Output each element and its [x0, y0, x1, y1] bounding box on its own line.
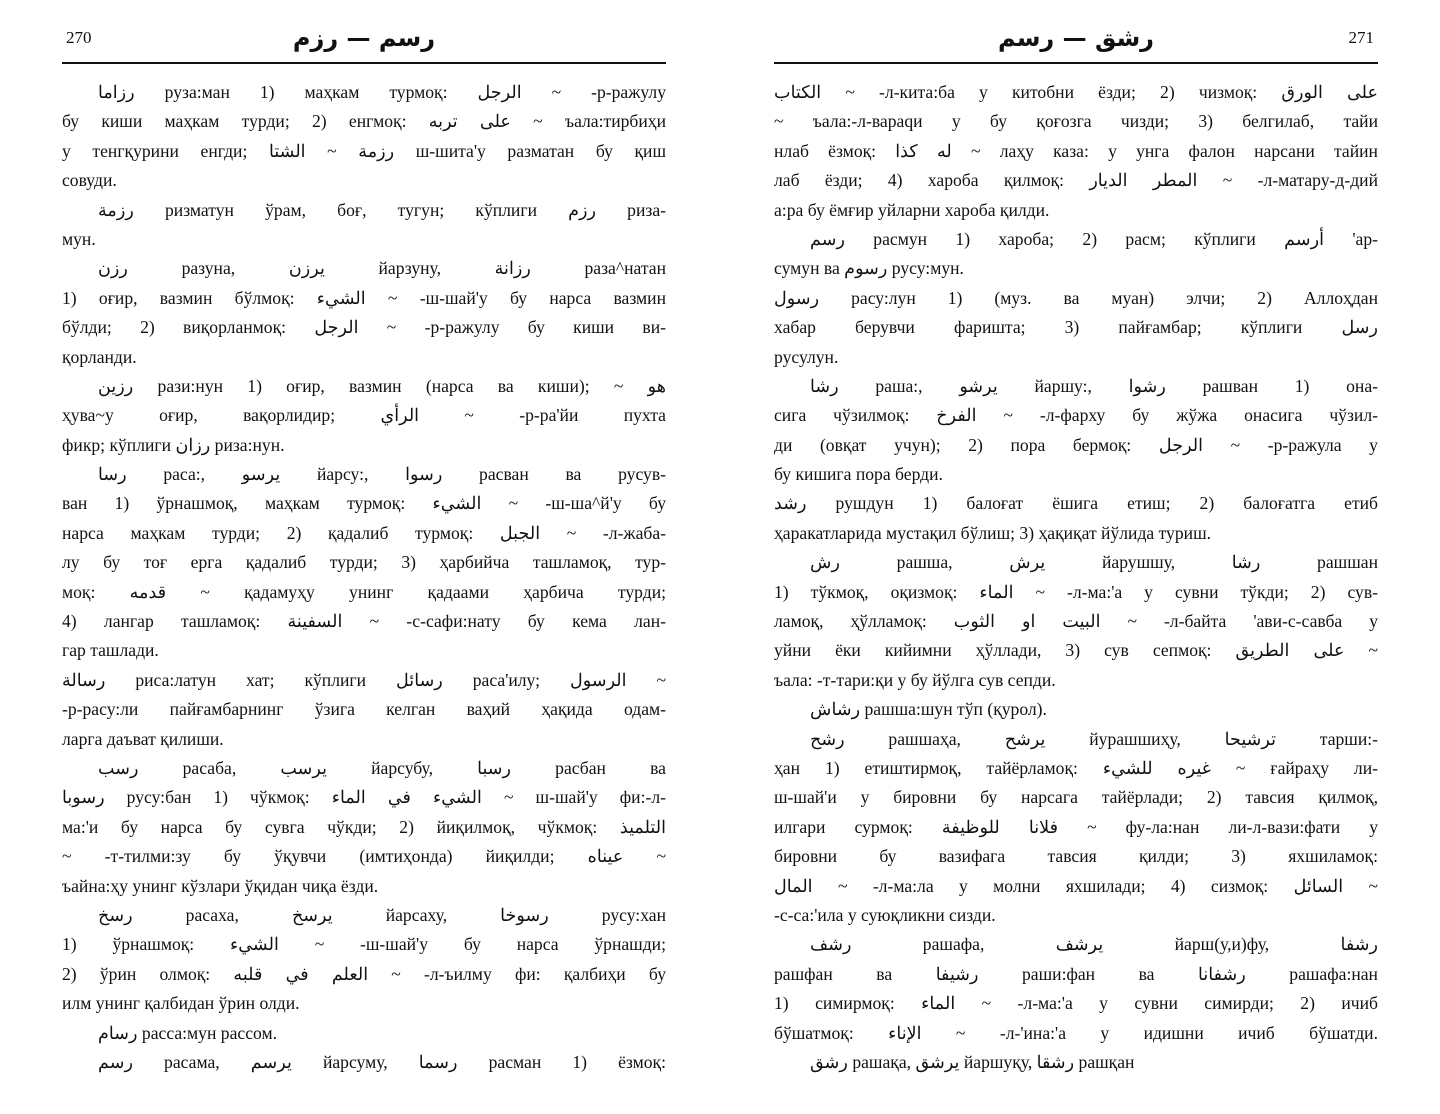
text-line: фикр; кўплиги رزان риза:нун.	[62, 434, 285, 455]
text-line: رشف рашафа, يرشف йарш(у,и)фу, رشفا	[810, 934, 1378, 955]
page-number: 271	[1348, 28, 1374, 47]
text-line: уйни ёки кийимни ҳўллади, 3) сув сепмоқ: على الطريق ~	[774, 640, 1378, 661]
header-rule	[62, 62, 666, 64]
text-line: бу киши маҳкам турди; 2) енгмоқ: على تربه ~ ъала:тирбиҳи	[62, 111, 666, 132]
text-line: қорланди.	[62, 346, 137, 367]
text-line: -с-са:'ила у суюқликни сизди.	[774, 904, 996, 925]
text-line: ҳаракатларида мустақил бўлиш; 3) ҳақиқат йўлида туриш.	[774, 522, 1212, 543]
page-body	[62, 78, 666, 1077]
text-line: ъала: -т-тари:қи у бу йўлга сув сепди.	[774, 669, 1056, 690]
text-line: нлаб ёзмоқ: له كذا ~ лаҳу каза: у унга фалон нарсани тайин	[774, 140, 1378, 161]
text-line: 1) тўкмоқ, оқизмоқ: الماء ~ -л-ма:'а у сувни тўкди; 2) сув-	[774, 581, 1378, 602]
running-head: رسم — رزم	[292, 24, 436, 52]
text-line: бировни бу вазифага тавсия қилди; 3) яхшиламоқ:	[774, 846, 1378, 867]
text-line: رشاش рашша:шун тўп (қурол).	[810, 699, 1047, 720]
text-line: ма:'и бу нарса бу сувга чўкди; 2) йиқилмоқ, чўкмоқ: التلميذ	[62, 816, 666, 837]
text-line: 4) лангар ташламоқ: السفينة ~ -с-сафи:нату бу кема лан-	[62, 611, 666, 632]
text-line: رزين рази:нун 1) оғир, вазмин (нарса ва киши); ~ هو	[98, 375, 666, 396]
text-line: ди (овқат учун); 2) пора бермоқ: الرجل ~ -р-ражула у	[774, 434, 1378, 455]
text-line: ламоқ, ҳўлламоқ: البيت او الثوب ~ -л-байта 'ави-с-савба у	[774, 611, 1378, 632]
text-line: ~ -т-тилми:зу бу ўқувчи (имтиҳонда) йиқилди; عيناه ~	[62, 846, 666, 867]
header-rule	[774, 62, 1378, 64]
text-line: а:ра бу ёмғир уйларни хароба қилди.	[774, 199, 1050, 220]
text-line: رسوبا русу:бан 1) чўкмоқ: الشيء في الماء ~ ш-шай'у фи:-л-	[62, 787, 666, 808]
text-line: رزمة ризматун ўрам, боғ, тугун; кўплиги رزم риза-	[98, 199, 666, 220]
text-line: лу бу тоғ ерга қадалиб турди; 3) ҳарбийча ташламоқ, тур-	[62, 552, 666, 573]
text-line: совуди.	[62, 170, 117, 191]
text-line: رسا раса:, يرسو йарсу:, رسوا расван ва русув-	[98, 464, 666, 485]
text-line: المال ~ -л-ма:ла у молни яхшилади; 4) сизмоқ: السائل ~	[774, 875, 1378, 896]
text-line: илм унинг қалбидан ўрин олди.	[62, 993, 300, 1014]
text-line: رسام расса:мун рассом.	[98, 1022, 277, 1043]
running-head: رشق — رسم	[998, 24, 1154, 52]
left-page	[62, 0, 666, 1114]
text-line: رشق рашақа, يرشق йаршуқу, رشقا рашқан	[810, 1051, 1135, 1072]
text-line: 1) оғир, вазмин бўлмоқ: الشيء ~ -ш-шай'у бу нарса вазмин	[62, 287, 666, 308]
text-line: лаб ёзди; 4) хароба қилмоқ: المطر الديار ~ -л-матару-д-дий	[774, 170, 1378, 191]
text-line: رسول расу:лун 1) (муз. ва муан) элчи; 2) Аллоҳдан	[774, 287, 1378, 308]
text-line: رشا раша:, يرشو йаршу:, رشوا рашван 1) она-	[810, 375, 1378, 396]
text-line: رش рашша, يرش йарушшу, رشا рашшан	[810, 552, 1378, 573]
page-header	[774, 0, 1378, 60]
text-line: ларга даъват қилиши.	[62, 728, 224, 749]
text-line: رشح рашшаҳа, يرشح йурашшиҳу, ترشيحا тарши:-	[810, 728, 1378, 749]
text-line: рашфан ва رشيفا раши:фан ва رشفانا рашафа:нан	[774, 963, 1378, 984]
text-line: сига чўзилмоқ: الفرخ ~ -л-фарху бу жўжа онасига чўзил-	[774, 405, 1378, 426]
text-line: رزاما руза:ман 1) маҳкам турмоқ: الرجل ~ -р-ражулу	[98, 82, 666, 102]
text-line: 2) ўрин олмоқ: العلم في قلبه ~ -л-ъилму фи: қалбиҳи бу	[62, 963, 666, 984]
text-line: сумун ва رسوم русу:мун.	[774, 258, 964, 279]
text-line: гар ташлади.	[62, 640, 159, 661]
text-line: хабар берувчи фаришта; 3) пайғамбар; кўплиги رسل	[774, 317, 1378, 338]
text-line: رسخ расаха, يرسخ йарсаху, رسوخا русу:хан	[98, 904, 666, 925]
text-line: бу кишига пора берди.	[774, 464, 943, 485]
text-line: رسب расаба, يرسب йарсубу, رسبا расбан ва	[98, 757, 666, 778]
text-line: 1) ўрнашмоқ: الشيء ~ -ш-шай'у бу нарса ўрнашди;	[62, 934, 666, 955]
text-line: ъайна:ҳу унинг кўзлари ўқидан чиқа ёзди.	[62, 875, 379, 896]
text-line: ~ ъала:-л-вараqи у бу қоғозга чизди; 3) белгилаб, тайи	[774, 111, 1378, 132]
text-line: бўшатмоқ: الإناء ~ -л-'ина:'а у идишни ичиб бўшатди.	[774, 1022, 1378, 1043]
text-line: رزن разуна, يرزن йарзуну, رزانة раза^натан	[98, 258, 666, 279]
page-header	[62, 0, 666, 60]
text-line: رشد рушдун 1) балоғат ёшига етиш; 2) балоғатга етиб	[774, 493, 1378, 514]
text-line: -р-расу:ли пайғамбарнинг ўзига келган ваҳий ҳақида одам-	[62, 699, 666, 720]
text-line: الكتاب ~ -л-кита:ба у китобни ёзди; 2) чизмоқ: على الورق	[774, 82, 1378, 102]
text-line: رسم расмун 1) хароба; 2) расм; кўплиги أرسم 'ар-	[810, 228, 1378, 249]
text-line: رسم расама, يرسم йарсуму, رسما расман 1) ёзмоқ:	[98, 1051, 666, 1072]
text-line: ҳан 1) етиштирмоқ, тайёрламоқ: غيره للشيء ~ ғайраҳу ли-	[774, 757, 1378, 778]
text-line: русулун.	[774, 346, 839, 367]
page-number: 270	[66, 28, 92, 47]
text-line: رسالة риса:латун хат; кўплиги رسائل раса'илу; الرسول ~	[62, 669, 666, 690]
text-line: 1) симирмоқ: الماء ~ -л-ма:'а у сувни симирди; 2) ичиб	[774, 993, 1378, 1014]
text-line: ҳува~у оғир, вақорлидир; الرأي ~ -р-ра'йи пухта	[62, 405, 666, 426]
text-line: илгари сурмоқ: فلانا للوظيفة ~ фу-ла:нан ли-л-вази:фати у	[774, 816, 1378, 837]
text-line: мун.	[62, 228, 96, 249]
text-line: ван 1) ўрнашмоқ, маҳкам турмоқ: الشيء ~ -ш-ша^й'у бу	[62, 493, 666, 514]
text-line: моқ: قدمه ~ қадамуҳу унинг қадаами ҳарбича турди;	[62, 581, 666, 602]
text-line: ш-шай'и у бировни бу нарсага тайёрлади; 2) тавсия қилмоқ,	[774, 787, 1378, 808]
text-line: нарса маҳкам турди; 2) қадалиб турмоқ: الجبل ~ -л-жаба-	[62, 522, 666, 543]
text-line: бўлди; 2) виқорланмоқ: الرجل ~ -р-ражулу бу киши ви-	[62, 317, 666, 338]
text-line: у тенгқурини енгди; رزمة ~ الشتا ш-шита'у разматан бу қиш	[62, 140, 666, 161]
page-body	[774, 78, 1378, 1077]
right-page	[774, 0, 1378, 1114]
